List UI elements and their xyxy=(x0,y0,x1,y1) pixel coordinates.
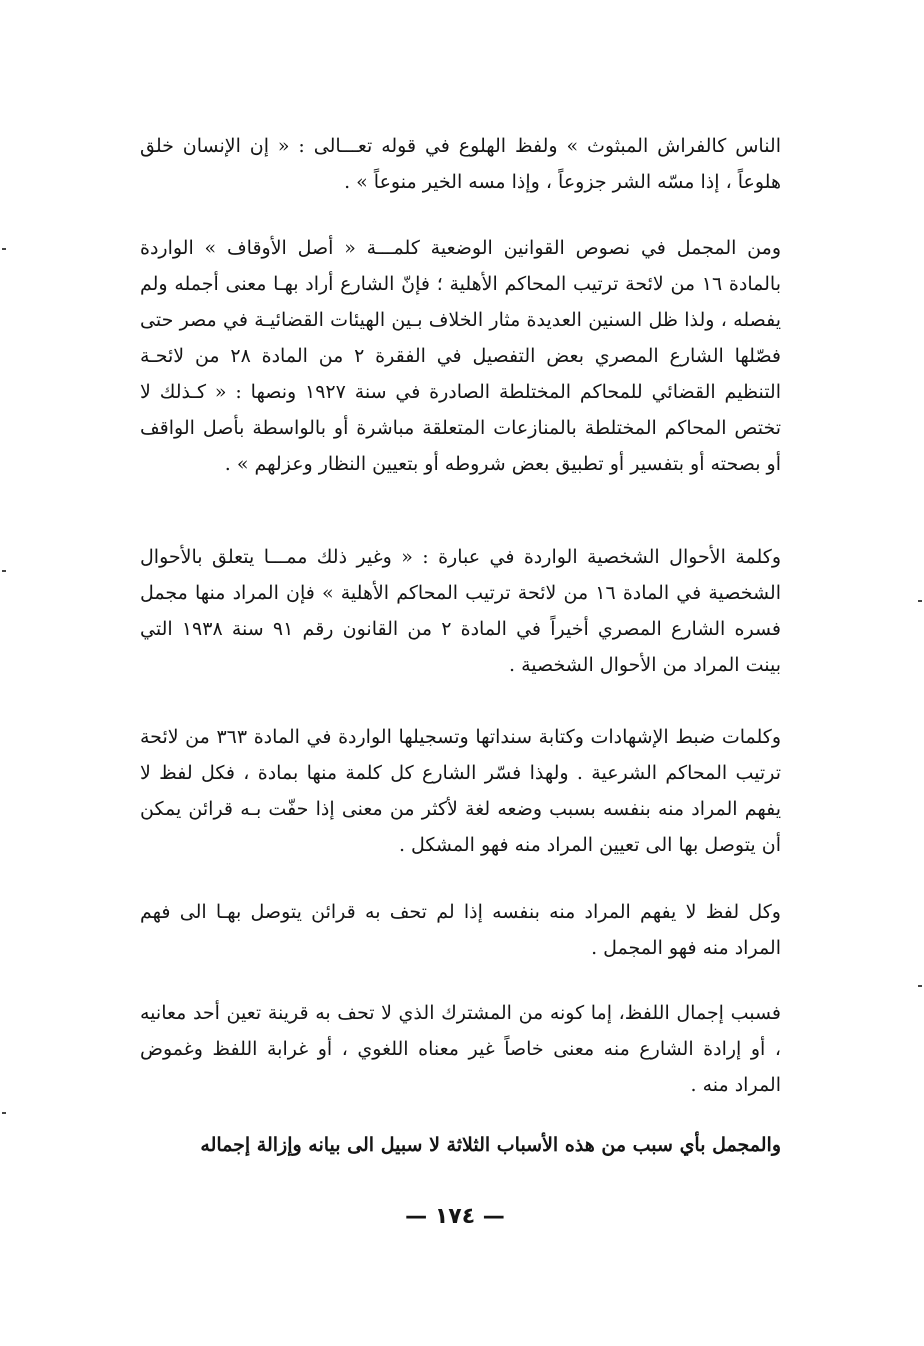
scan-margin-mark xyxy=(2,1112,6,1114)
paragraph-text: وكلمة الأحوال الشخصية الواردة في عبارة : « وغير ذلك ممـــا يتعلق بالأحوال الشخصية في المادة ١٦ من لائحة ترتيب المحاكم الأهلية » فإن المراد منها مجمل فسره الشارع المصري أخيراً في المادة ٢ من القانون رقم ٩١ سنة ١٩٣٨ التي بينت المراد من الأحوال الشخصية . xyxy=(140,546,782,676)
scan-margin-mark xyxy=(2,570,6,572)
paragraph-text: ومن المجمل في نصوص القوانين الوضعية كلمـــة « أصل الأوقاف » الواردة بالمادة ١٦ من لائحة ترتيب المحاكم الأهلية ؛ فإنّ الشارع أراد بهـا معنى أجمله ولم يفصله ، ولذا ظل السنين العديدة مثار الخلاف بـين الهيئات القضائيـة في مصر حتى فصّلها الشارع المصري بعض التفصيل في الفقرة ٢ من المادة ٢٨ من لائحـة التنظيم القضائي للمحاكم المختلطة الصادرة في سنة ١٩٢٧ ونصها : « كـذلك لا تختص المحاكم المختلطة بالمنازعات المتعلقة مباشرة أو بالواسطة بأصل الواقف أو بصحته أو بتفسير أو تطبيق بعض شروطه أو بتعيين النظار وعزلهم » . xyxy=(140,237,781,475)
paragraph-ijmal-causes xyxy=(140,995,781,1103)
paragraph-hulu xyxy=(140,128,781,200)
paragraph-ishhadat xyxy=(140,719,781,863)
paragraph-asl-al-awqaf xyxy=(140,230,781,482)
paragraph-text: فسبب إجمال اللفظ، إما كونه من المشترك الذي لا تحف به قرينة تعين أحد معانيه ، أو إرادة الشارع منه معنى خاصاً غير معناه اللغوي ، أو غرابة اللفظ وغموض المراد منه . xyxy=(140,1002,781,1096)
scan-margin-mark xyxy=(918,985,922,987)
paragraph-ahwal-shakhsiya xyxy=(140,539,781,683)
paragraph-text: وكل لفظ لا يفهم المراد منه بنفسه إذا لم تحف به قرائن يتوصل بهـا الى فهم المراد منه فهو المجمل . xyxy=(140,901,781,959)
paragraph-mujmal-bayan xyxy=(140,1127,781,1163)
paragraph-text: الناس كالفراش المبثوث » ولفظ الهلوع في قوله تعـــالى : « إن الإنسان خلق هلوعاً ، إذا مسّه الشر جزوعاً ، وإذا مسه الخير منوعاً » . xyxy=(140,135,781,193)
scan-margin-mark xyxy=(2,248,6,250)
paragraph-text: والمجمل بأي سبب من هذه الأسباب الثلاثة لا سبيل الى بيانه وإزالة إجماله xyxy=(200,1134,781,1156)
paragraph-mujmal-definition xyxy=(140,894,781,966)
paragraph-text: وكلمات ضبط الإشهادات وكتابة سنداتها وتسجيلها الواردة في المادة ٣٦٣ من لائحة ترتيب المحاكم الشرعية . ولهذا فسّر الشارع كل كلمة منها بمادة ، فكل لفظ لا يفهم المراد منه بنفسه بسبب وضعه لغة لأكثر من معنى إذا حفّت بـه قرائن يمكن أن يتوصل بها الى تعيين المراد منه فهو المشكل . xyxy=(140,726,782,856)
scan-margin-mark xyxy=(918,600,922,602)
page-number: — ١٧٤ — xyxy=(405,1204,505,1229)
